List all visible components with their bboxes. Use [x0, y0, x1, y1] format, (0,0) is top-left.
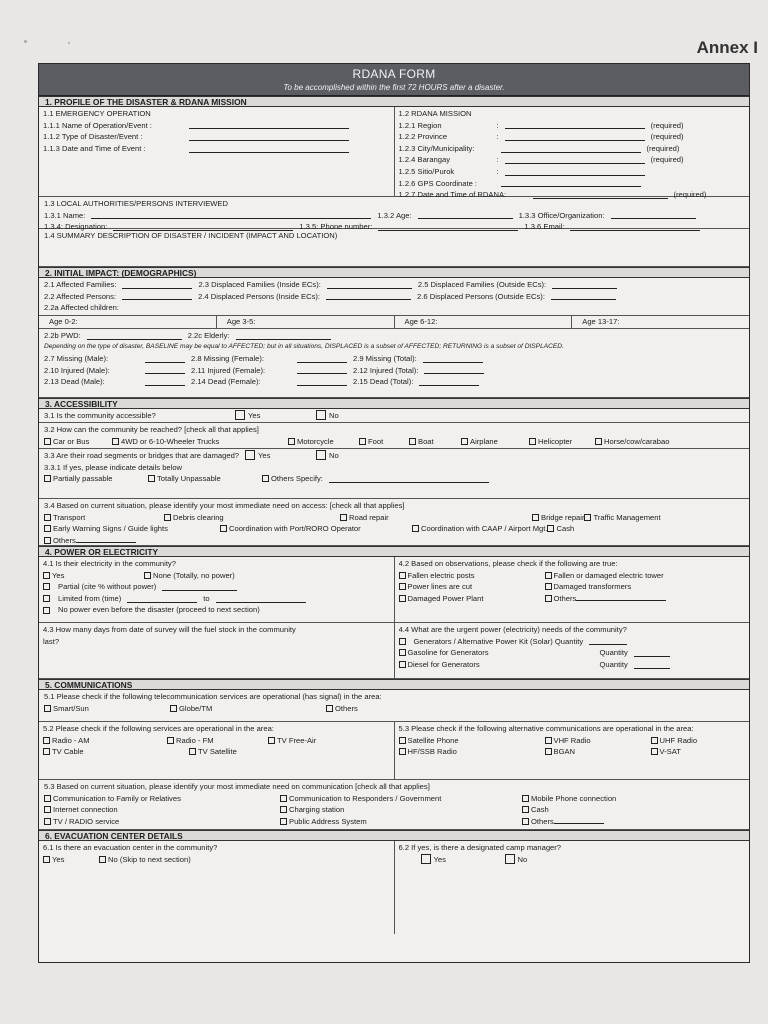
- label: Gasoline for Generators: [407, 648, 489, 658]
- type-of-disaster-field[interactable]: [189, 133, 349, 141]
- dead-male-field[interactable]: [145, 378, 185, 386]
- label: 6.1 Is there an evacuation center in the community?: [43, 843, 218, 852]
- label: No (Skip to next section): [108, 854, 191, 864]
- label: TV Free-Air: [277, 735, 317, 745]
- bgan-checkbox[interactable]: [545, 748, 552, 755]
- camp-manager-no-checkbox[interactable]: [505, 854, 515, 864]
- demographics-note: Depending on the type of disaster, BASELINE may be equal to AFFECTED; but in all situations, DISPLACED is a subset of AFFECTED; RETURNING is a subset of DISPLACED.: [44, 343, 564, 351]
- injured-total-field[interactable]: [424, 366, 484, 374]
- label: 4.1 Is their electricity in the community?: [43, 559, 176, 568]
- summary-row: [39, 229, 749, 267]
- form-title: RDANA FORM: [352, 67, 436, 81]
- label: Quantity: [599, 659, 628, 669]
- evacuation-row: [39, 841, 749, 934]
- label: 2.2a Affected children:: [44, 303, 120, 313]
- scan-speck: [68, 42, 70, 44]
- comm-needs-row: [39, 780, 749, 830]
- radio-am-checkbox[interactable]: [43, 737, 50, 744]
- injured-female-field[interactable]: [297, 366, 347, 374]
- label: 5.3 Please check if the following alternative communications are operational in the area:: [398, 724, 694, 733]
- label: 2.15 Dead (Total):: [353, 377, 414, 387]
- accessible-row: [39, 409, 749, 423]
- label: Others: [53, 535, 76, 545]
- charging-station-checkbox[interactable]: [280, 806, 287, 813]
- generators-checkbox[interactable]: [399, 638, 406, 645]
- label: 1.1.2 Type of Disaster/Event :: [43, 132, 143, 142]
- label: Yes: [52, 854, 65, 864]
- label: 1.3.6 Email:: [524, 222, 565, 232]
- label: 4WD or 6-10-Wheeler Trucks: [121, 436, 220, 446]
- label: Charging station: [289, 805, 345, 815]
- accessible-yes-checkbox[interactable]: [235, 410, 245, 420]
- date-time-event-field[interactable]: [189, 145, 349, 153]
- label: 5.1 Please check if the following telecommunication services are operational (has signal) in the area:: [44, 692, 382, 701]
- power-yes-checkbox[interactable]: [43, 572, 50, 579]
- label: 2.5 Displaced Families (Outside ECs):: [417, 280, 547, 289]
- airplane-checkbox[interactable]: [461, 438, 468, 445]
- label: Bridge repair: [541, 512, 585, 522]
- label: Radio - FM: [176, 735, 214, 745]
- uhf-radio-checkbox[interactable]: [651, 737, 658, 744]
- age-brackets: [39, 315, 749, 329]
- label: 2.2 Affected Persons:: [44, 291, 117, 301]
- label: 1.3.5: Phone number:: [299, 222, 373, 232]
- label: TV Cable: [52, 747, 84, 757]
- rdana-date-field[interactable]: [533, 191, 668, 199]
- label: 3.3.1 If yes, please indicate details below: [44, 462, 183, 472]
- label: 6.2 If yes, is there a designated camp manager?: [398, 843, 562, 852]
- label: Public Address System: [289, 816, 367, 826]
- affected-families-field[interactable]: [122, 281, 192, 289]
- label: 1.3.3 Office/Organization:: [518, 210, 605, 220]
- sitio-field[interactable]: [505, 168, 645, 176]
- label: Quantity: [599, 648, 628, 658]
- label: VHF Radio: [553, 735, 591, 745]
- label: No power even before the disaster (proceed to next section): [58, 605, 260, 615]
- label: 4.2 Based on observations, please check if the following are true:: [398, 559, 618, 568]
- reach-row: [39, 423, 749, 449]
- label: No: [329, 411, 339, 420]
- dead-female-field[interactable]: [297, 378, 347, 386]
- label: V-SAT: [659, 747, 681, 757]
- label: Car or Bus: [53, 436, 90, 446]
- others-checkbox[interactable]: [262, 475, 269, 482]
- section-1-header: 1. PROFILE OF THE DISASTER & RDANA MISSION: [39, 96, 749, 107]
- label: Cash: [531, 805, 549, 815]
- fallen-posts-checkbox[interactable]: [399, 572, 406, 579]
- label: Yes: [433, 854, 446, 864]
- phone-field[interactable]: [378, 223, 518, 231]
- gps-field[interactable]: [501, 179, 641, 187]
- age-3-5-cell[interactable]: Age 3-5:: [217, 316, 395, 328]
- partial-percent-field[interactable]: [162, 583, 237, 591]
- power-none-checkbox[interactable]: [144, 572, 151, 579]
- emergency-operation: [39, 107, 394, 196]
- damaged-plant-checkbox[interactable]: [399, 595, 406, 602]
- public-address-checkbox[interactable]: [280, 818, 287, 825]
- transport-checkbox[interactable]: [44, 514, 51, 521]
- label: Generators / Alternative Power Kit (Solar) Quantity: [413, 636, 584, 646]
- missing-male-field[interactable]: [145, 355, 185, 363]
- local-authorities-row: [39, 197, 749, 232]
- cash-checkbox[interactable]: [547, 525, 554, 532]
- label: Damaged Power Plant: [407, 593, 484, 603]
- region-field[interactable]: [505, 121, 645, 129]
- hf-ssb-checkbox[interactable]: [399, 748, 406, 755]
- label: None (Totally, no power): [153, 570, 235, 580]
- label: Airplane: [470, 436, 498, 446]
- section-3-header: 3. ACCESSIBILITY: [39, 398, 749, 409]
- comm-others-field[interactable]: [554, 816, 604, 824]
- diesel-qty-field[interactable]: [634, 661, 670, 669]
- family-comm-checkbox[interactable]: [44, 795, 51, 802]
- annex-label: Annex I: [696, 38, 758, 57]
- label: 2.8 Missing (Female):: [191, 353, 265, 363]
- name-of-operation-field[interactable]: [189, 121, 349, 129]
- label: Partially passable: [53, 474, 113, 484]
- barangay-field[interactable]: [505, 156, 645, 164]
- lines-cut-checkbox[interactable]: [399, 583, 406, 590]
- camp-manager-yes-checkbox[interactable]: [421, 854, 431, 864]
- tv-cable-checkbox[interactable]: [43, 748, 50, 755]
- damaged-row: [39, 449, 749, 499]
- smart-sun-checkbox[interactable]: [44, 705, 51, 712]
- form-subtitle: To be accomplished within the first 72 HOURS after a disaster.: [283, 83, 505, 92]
- label: Limited from (time): [58, 593, 122, 603]
- label: Fallen or damaged electric tower: [553, 570, 664, 580]
- label: 1.2 RDANA MISSION: [398, 109, 472, 118]
- label: Cash: [556, 524, 575, 534]
- label: TV / RADIO service: [53, 816, 120, 826]
- accessible-no-checkbox[interactable]: [316, 410, 326, 420]
- label: 2.2c Elderly:: [187, 330, 230, 340]
- age-13-17-cell[interactable]: Age 13-17:: [582, 316, 620, 326]
- label: 2.9 Missing (Total):: [353, 353, 417, 363]
- rdana-form: [38, 63, 750, 963]
- truck-checkbox[interactable]: [112, 438, 119, 445]
- displaced-families-out-field[interactable]: [552, 281, 617, 289]
- bridge-repair-checkbox[interactable]: [532, 514, 539, 521]
- label: 1.2.6 GPS Coordinate :: [398, 178, 478, 188]
- label: 1.1.3 Date and Time of Event :: [43, 143, 146, 153]
- power-partial-checkbox[interactable]: [43, 583, 50, 590]
- satellite-phone-checkbox[interactable]: [399, 737, 406, 744]
- office-field[interactable]: [611, 211, 696, 219]
- age-field[interactable]: [418, 211, 513, 219]
- early-warning-checkbox[interactable]: [44, 525, 51, 532]
- label: Debris clearing: [173, 512, 224, 522]
- telecom-others-checkbox[interactable]: [326, 705, 333, 712]
- partially-passable-checkbox[interactable]: [44, 475, 51, 482]
- power-row-2: [39, 623, 749, 679]
- label: 3.2 How can the community be reached? [check all that applies]: [44, 425, 259, 434]
- elderly-field[interactable]: [236, 332, 331, 340]
- label: 2.14 Dead (Female):: [191, 377, 261, 387]
- name-field[interactable]: [91, 211, 371, 219]
- comm-cash-checkbox[interactable]: [522, 806, 529, 813]
- port-coordination-checkbox[interactable]: [220, 525, 227, 532]
- vhf-radio-checkbox[interactable]: [545, 737, 552, 744]
- label: 2.1 Affected Families:: [44, 280, 117, 289]
- ec-yes-checkbox[interactable]: [43, 856, 50, 863]
- others-checkbox[interactable]: [44, 537, 51, 544]
- mobile-connection-checkbox[interactable]: [522, 795, 529, 802]
- comm-others-checkbox[interactable]: [522, 818, 529, 825]
- label: 1.4 SUMMARY DESCRIPTION OF DISASTER / INCIDENT (IMPACT AND LOCATION): [44, 231, 338, 240]
- section-1-mission-row: [39, 107, 749, 200]
- motorcycle-checkbox[interactable]: [288, 438, 295, 445]
- power-limited-checkbox[interactable]: [43, 595, 50, 602]
- label: Mobile Phone connection: [531, 793, 617, 803]
- diesel-checkbox[interactable]: [399, 661, 406, 668]
- label: Foot: [368, 436, 384, 446]
- label: 4.4 What are the urgent power (electricity) needs of the community?: [398, 625, 627, 634]
- required-tag: (required): [650, 132, 684, 142]
- generators-qty-field[interactable]: [589, 637, 627, 645]
- province-field[interactable]: [505, 133, 645, 141]
- tv-satellite-checkbox[interactable]: [189, 748, 196, 755]
- label: 2.2b PWD:: [44, 330, 81, 340]
- damaged-no-checkbox[interactable]: [316, 450, 326, 460]
- label: Totally Unpassable: [157, 474, 221, 484]
- ec-no-checkbox[interactable]: [99, 856, 106, 863]
- no-power-before-checkbox[interactable]: [43, 607, 50, 614]
- responders-comm-checkbox[interactable]: [280, 795, 287, 802]
- label: Others: [335, 703, 358, 713]
- section-5-header: 5. COMMUNICATIONS: [39, 679, 749, 690]
- label: 1.2.5 Sitio/Purok: [398, 166, 455, 176]
- displaced-persons-out-field[interactable]: [551, 292, 616, 300]
- label: 1.3.1 Name:: [44, 210, 86, 220]
- power-others-checkbox[interactable]: [545, 595, 552, 602]
- helicopter-checkbox[interactable]: [529, 438, 536, 445]
- road-repair-checkbox[interactable]: [340, 514, 347, 521]
- label: Others: [553, 593, 577, 603]
- injured-male-field[interactable]: [145, 366, 185, 374]
- label: UHF Radio: [659, 735, 698, 745]
- car-bus-checkbox[interactable]: [44, 438, 51, 445]
- vsat-checkbox[interactable]: [651, 748, 658, 755]
- label: 2.13 Dead (Male):: [44, 377, 105, 387]
- telecom-row: [39, 690, 749, 722]
- label: 1.1 EMERGENCY OPERATION: [43, 109, 151, 118]
- label: 4.3 How many days from date of survey will the fuel stock in the community last?: [43, 625, 296, 646]
- rdana-mission: 1.2 RDANA MISSION 1.2.1 Region : (required) 1.2.2 Province : (required) 1.2.3 City/Municipality: (required) 1.2.4 Barangay : (required) 1.2.5 Sitio/Purok : 1.2.6 GPS Coordinate : 1.2.7 Date and Time of RDANA: (required): [394, 107, 750, 196]
- form-banner: [39, 64, 749, 96]
- label: 1.2.2 Province: [398, 132, 448, 142]
- radio-fm-checkbox[interactable]: [167, 737, 174, 744]
- label: Internet connection: [53, 805, 118, 815]
- limited-from-field[interactable]: [127, 595, 197, 603]
- label: No: [517, 854, 528, 864]
- damaged-yes-checkbox[interactable]: [245, 450, 255, 460]
- debris-clearing-checkbox[interactable]: [164, 514, 171, 521]
- required-tag: (required): [650, 120, 684, 130]
- others-field[interactable]: [76, 535, 136, 543]
- label: BGAN: [553, 747, 576, 757]
- label: Yes: [248, 411, 261, 420]
- totally-unpassable-checkbox[interactable]: [148, 475, 155, 482]
- label: Satellite Phone: [407, 735, 459, 745]
- label: 1.2.3 City/Municipality:: [398, 143, 475, 153]
- access-needs-row: [39, 499, 749, 546]
- missing-female-field[interactable]: [297, 355, 347, 363]
- label: Yes: [52, 570, 65, 580]
- label: Others: [531, 816, 554, 826]
- label: Transport: [53, 512, 86, 522]
- label: Motorcycle: [297, 436, 334, 446]
- label: Damaged transformers: [553, 582, 632, 592]
- label: 2.11 Injured (Female):: [191, 365, 266, 375]
- section-4-header: 4. POWER OR ELECTRICITY: [39, 546, 749, 557]
- missing-total-field[interactable]: [423, 355, 483, 363]
- label: Boat: [418, 436, 434, 446]
- label: Smart/Sun: [53, 703, 89, 713]
- email-field[interactable]: [570, 223, 700, 231]
- label: Fallen electric posts: [407, 570, 475, 580]
- label: Communication to Family or Relatives: [53, 793, 181, 803]
- horse-checkbox[interactable]: [595, 438, 602, 445]
- label: HF/SSB Radio: [407, 747, 457, 757]
- required-tag: (required): [650, 155, 684, 165]
- label: Coordination with CAAP / Airport Mgt.: [421, 524, 548, 534]
- label: Radio - AM: [52, 735, 90, 745]
- label: Globe/TM: [179, 703, 213, 713]
- label: to: [203, 593, 210, 603]
- boat-checkbox[interactable]: [409, 438, 416, 445]
- globe-tm-checkbox[interactable]: [170, 705, 177, 712]
- label: Horse/cow/carabao: [604, 436, 670, 446]
- label: 3.3 Are their road segments or bridges that are damaged?: [44, 451, 240, 460]
- label: 2.4 Displaced Persons (Inside ECs):: [198, 291, 321, 301]
- displaced-families-in-field[interactable]: [327, 281, 412, 289]
- label: Traffic Management: [593, 512, 661, 522]
- city-field[interactable]: [501, 145, 641, 153]
- tv-radio-service-checkbox[interactable]: [44, 818, 51, 825]
- label: 2.3 Displaced Families (Inside ECs):: [198, 280, 321, 289]
- section-2-header: 2. INITIAL IMPACT: (DEMOGRAPHICS): [39, 267, 749, 278]
- label: 5.2 Please check if the following services are operational in the area:: [43, 724, 274, 733]
- label: 3.4 Based on current situation, please identify your most immediate need on access: [check all that applies]: [44, 501, 405, 510]
- gasoline-checkbox[interactable]: [399, 649, 406, 656]
- foot-checkbox[interactable]: [359, 438, 366, 445]
- damaged-transformers-checkbox[interactable]: [545, 583, 552, 590]
- label: 1.3.2 Age:: [377, 210, 412, 220]
- scan-speck: [24, 40, 27, 43]
- limited-to-field[interactable]: [216, 595, 306, 603]
- internet-checkbox[interactable]: [44, 806, 51, 813]
- label: Others Specify:: [271, 474, 323, 484]
- age-6-12-cell[interactable]: Age 6-12:: [395, 316, 573, 328]
- required-tag: (required): [673, 190, 707, 200]
- fallen-tower-checkbox[interactable]: [545, 572, 552, 579]
- section-6-header: 6. EVACUATION CENTER DETAILS: [39, 830, 749, 841]
- tv-free-air-checkbox[interactable]: [268, 737, 275, 744]
- label: 1.3 LOCAL AUTHORITIES/PERSONS INTERVIEWED: [44, 199, 228, 208]
- label: 2.12 Injured (Total):: [353, 365, 419, 375]
- others-specify-field[interactable]: [329, 475, 489, 483]
- label: Coordination with Port/RORO Operator: [229, 524, 361, 534]
- demographics-block: [39, 278, 749, 398]
- label: Diesel for Generators: [407, 659, 480, 669]
- label: 5.3 Based on current situation, please identify your most immediate need on communication [check all that applies]: [44, 782, 430, 791]
- label: No: [329, 451, 339, 460]
- power-row-1: [39, 557, 749, 623]
- traffic-management-checkbox[interactable]: [584, 514, 591, 521]
- label: Early Warning Signs / Guide lights: [53, 524, 168, 534]
- label: Partial (cite % without power): [58, 582, 157, 592]
- label: 2.10 Injured (Male):: [44, 365, 110, 375]
- displaced-persons-in-field[interactable]: [326, 292, 411, 300]
- gasoline-qty-field[interactable]: [634, 649, 670, 657]
- label: Power lines are cut: [407, 582, 473, 592]
- dead-total-field[interactable]: [419, 378, 479, 386]
- age-0-2-cell[interactable]: Age 0-2:: [39, 316, 217, 328]
- label: 1.1.1 Name of Operation/Event :: [43, 120, 152, 130]
- affected-persons-field[interactable]: [122, 292, 192, 300]
- label: 3.1 Is the community accessible?: [44, 411, 156, 420]
- label: Communication to Responders / Government: [289, 793, 442, 803]
- label: 2.6 Displaced Persons (Outside ECs):: [417, 291, 545, 301]
- power-others-field[interactable]: [576, 593, 666, 601]
- label: Helicopter: [538, 436, 573, 446]
- label: 2.7 Missing (Male):: [44, 353, 109, 363]
- label: 1.2.4 Barangay: [398, 155, 451, 165]
- label: 1.2.7 Date and Time of RDANA:: [398, 190, 507, 200]
- pwd-field[interactable]: [87, 332, 182, 340]
- label: Yes: [258, 451, 271, 460]
- label: 1.3.4: Designation:: [44, 222, 108, 232]
- required-tag: (required): [646, 143, 680, 153]
- caap-coordination-checkbox[interactable]: [412, 525, 419, 532]
- label: 1.2.1 Region: [398, 120, 442, 130]
- label: TV Satellite: [198, 747, 237, 757]
- services-row: [39, 722, 749, 780]
- label: Road repair: [349, 512, 389, 522]
